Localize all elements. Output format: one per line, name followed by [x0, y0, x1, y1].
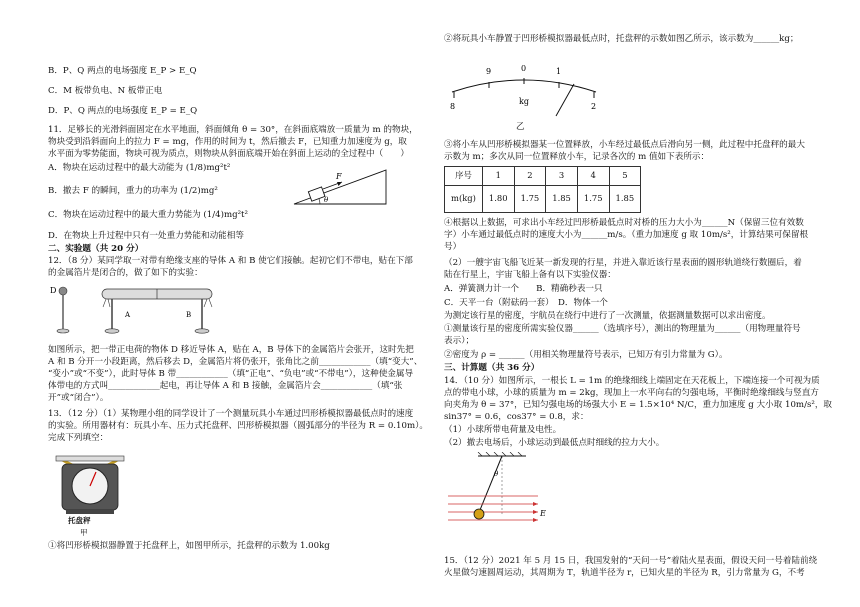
label-a: A	[125, 311, 131, 319]
ball	[474, 509, 484, 519]
table-cell: 1.85	[546, 186, 578, 213]
dial-tick-2: 2	[591, 102, 597, 111]
q13-step1: ①将凹形桥模拟器静置于托盘秤上，如图甲所示，托盘秤的示数为 1.00kg	[48, 541, 330, 551]
q15-line2: 火星做匀速圆周运动，其周期为 T，轨道半径为 r，已知火星的半径为 R，引力常量为 G，不考	[444, 568, 805, 578]
section-3-title: 三、计算题（共 36 分）	[444, 363, 540, 373]
label-d: D	[50, 286, 57, 295]
q12-line2: 的金属箔片是闭合的，做了如下的实验：	[48, 268, 203, 278]
q11-option-b: B．撤去 F 的瞬间，重力的功率为 (1/2)mg²	[48, 186, 218, 196]
q11-option-a: A．物块在运动过程中的最大动能为 (1/8)mg²t²	[48, 163, 231, 173]
q12-line5: “变小”或“不变”），此时导体 B 带____________（填“正电”、“负电”或“不带电”），这种使金属导	[48, 369, 414, 379]
table-cell: 5	[609, 167, 641, 186]
thread	[480, 456, 502, 510]
figure-jia-caption: 甲	[80, 528, 88, 537]
q13-part2-option-ab: A．弹簧测力计一个 B．精确秒表一只	[444, 284, 603, 294]
q15-line1: 15．（12 分）2021 年 5 月 15 日，我国发射的“天问一号”着陆火星表面，假设天问一号着陆前绕	[444, 556, 818, 566]
table-cell: 1.75	[514, 186, 546, 213]
table-cell: 1.75	[577, 186, 609, 213]
table-cell: 2	[514, 167, 546, 186]
table-cell: 1	[482, 167, 514, 186]
scale-caption: 托盘秤	[68, 516, 91, 525]
q13-part2-line1: （2）一艘宇宙飞船飞近某一新发现的行星，并进入靠近该行星表面的圆形轨道绕行数圈后，着	[444, 258, 802, 268]
q13-line1: 13．（12 分）（1）某物理小组的同学设计了一个测量玩具小车通过凹形桥模拟器最低点时的速度	[48, 409, 414, 419]
section-2-title: 二、实验题（共 20 分）	[48, 244, 144, 254]
q13-step2: ②将玩具小车静置于凹形桥模拟器最低点时，托盘秤的示数如图乙所示，该示数为______kg；	[444, 34, 799, 44]
q13-step4-line2: 字）小车通过最低点时的速度大小为______m/s。（重力加速度 g 取 10m/s²，计算结果可保留根	[444, 230, 809, 240]
dial-tick-9: 9	[486, 67, 492, 76]
q13-part2-line4: ①测量该行星的密度所需实验仪器______（选填序号），测出的物理量为______（用物理量符号	[444, 324, 801, 334]
scale-dial-figure	[444, 62, 604, 118]
q10-option-b: B．P、Q 两点的电场强度 E_P > E_Q	[48, 66, 197, 76]
data-table	[444, 166, 641, 213]
q14-part1: （1）小球所带电荷量及电性。	[444, 425, 562, 435]
q14-line1: 14．（10 分）如图所示，一根长 L = 1m 的绝缘细线上端固定在天花板上，下端连接一个可视为质	[444, 376, 820, 386]
q12-line3: 如图所示，把一带正电荷的物体 D 移近导体 A，贴在 A，B 导体下的金属箔片会张开，这时先把	[48, 345, 414, 355]
q14-line3: 向夹角为 θ = 37°，已知匀强电场的场强大小 E = 1.5×10⁴ N/C，重力加速度 g 大小取 10m/s²，取	[444, 400, 833, 410]
incline-figure	[290, 164, 390, 210]
table-cell: 1.85	[609, 186, 641, 213]
dial-tick-0: 0	[521, 64, 527, 73]
conductor-figure	[50, 281, 220, 337]
table-cell: 1.80	[482, 186, 514, 213]
q13-step3-line1: ③将小车从凹形桥模拟器某一位置释放，小车经过最低点后滑向另一侧，此过程中托盘秤的最大	[444, 140, 805, 150]
table-row	[445, 167, 641, 186]
q11-option-c: C．物块在运动过程中的最大重力势能为 (1/4)mg²t²	[48, 210, 248, 220]
q11-line3: 水平面为零势能面，物块可视为质点，则物块从斜面底端开始在斜面上运动的全过程中（ ）	[48, 149, 409, 159]
q14-line4: sin37° = 0.6，cos37° = 0.8，求：	[444, 412, 589, 422]
table-cell: 3	[546, 167, 578, 186]
force-label: F	[336, 172, 342, 181]
q10-option-c: C．M 板带负电、N 板带正电	[48, 86, 163, 96]
q13-step4-line1: ④根据以上数据，可求出小车经过凹形桥最低点时对桥的压力大小为______N（保留三位有效数	[444, 218, 804, 228]
q14-line2: 点的带电小球，小球的质量为 m = 2kg，现加上一水平向右的匀强电场，平衡时绝缘细线与竖直方	[444, 388, 819, 398]
q11-line1: 11．足够长的光滑斜面固定在水平地面，斜面倾角 θ = 30°，在斜面底端放一质量为 m 的物块，	[48, 125, 418, 135]
dial-tick-1: 1	[556, 67, 562, 76]
pendulum-figure	[446, 452, 550, 530]
table-cell: 4	[577, 167, 609, 186]
q11-option-d: D．在物块上升过程中只有一处重力势能和动能相等	[48, 231, 244, 241]
table-cell: m(kg)	[445, 186, 483, 213]
angle-label: θ	[324, 196, 329, 204]
q13-line2: 的实验。所用器材有：玩具小车、压力式托盘秤、凹形桥模拟器（圆弧部分的半径为 R = 0.10m）。	[48, 421, 429, 431]
dial-needle	[556, 84, 574, 116]
q13-part2-line3: 为测定该行星的密度，宇航员在绕行中进行了一次测量，依据测量数据可以求出密度。	[444, 311, 771, 321]
q14-part2: （2）撤去电场后，小球运动到最低点时细线的拉力大小。	[444, 438, 665, 448]
figure-yi-caption: 乙	[516, 122, 525, 132]
dial-tick-8: 8	[450, 102, 456, 111]
block	[308, 187, 325, 201]
theta-label: θ	[494, 470, 499, 478]
q13-part2-option-cd: C．天平一台（附砝码一套） D．物体一个	[444, 298, 608, 308]
table-row	[445, 186, 641, 213]
table-cell: 序号	[445, 167, 483, 186]
dial-unit: kg	[519, 97, 529, 106]
q13-part2-line5: 表示）；	[444, 336, 475, 346]
q13-step4-line3: 号）	[444, 242, 462, 252]
q12-line4: A 和 B 分开一小段距离，然后移去 D，金属箔片将仍张开，张角比之前____________（填“变大”、	[48, 357, 423, 367]
q11-line2: 物块受到沿斜面向上的拉力 F = mg，作用的时间为 t，然后撤去 F，已知重力加速度为 g，取	[48, 137, 407, 147]
q13-part2-line6: ②密度为 ρ = ______（用相关物理量符号表示，已知万有引力常量为 G）。	[444, 350, 728, 360]
q12-line6: 体带电的方式叫____________起电，再让导体 A 和 B 接触，金属箔片会____________（填“张	[48, 381, 403, 391]
q13-step3-line2: 示数为 m；多次从同一位置释放小车，记录各次的 m 值如下表所示：	[444, 152, 710, 162]
q13-part2-line2: 陆在行星上，宇宙飞船上备有以下实验仪器：	[444, 270, 616, 280]
field-label: E	[540, 509, 546, 518]
q12-line1: 12．（8 分）某同学取一对带有绝缘支座的导体 A 和 B 使它们接触。起初它们不带电，贴在下部	[48, 256, 413, 266]
q13-line3: 完成下列填空：	[48, 433, 109, 443]
label-b: B	[186, 311, 192, 319]
q10-option-d: D．P、Q 两点的电场强度 E_P = E_Q	[48, 106, 198, 116]
q12-line7: 开”或“闭合”）。	[48, 393, 109, 403]
